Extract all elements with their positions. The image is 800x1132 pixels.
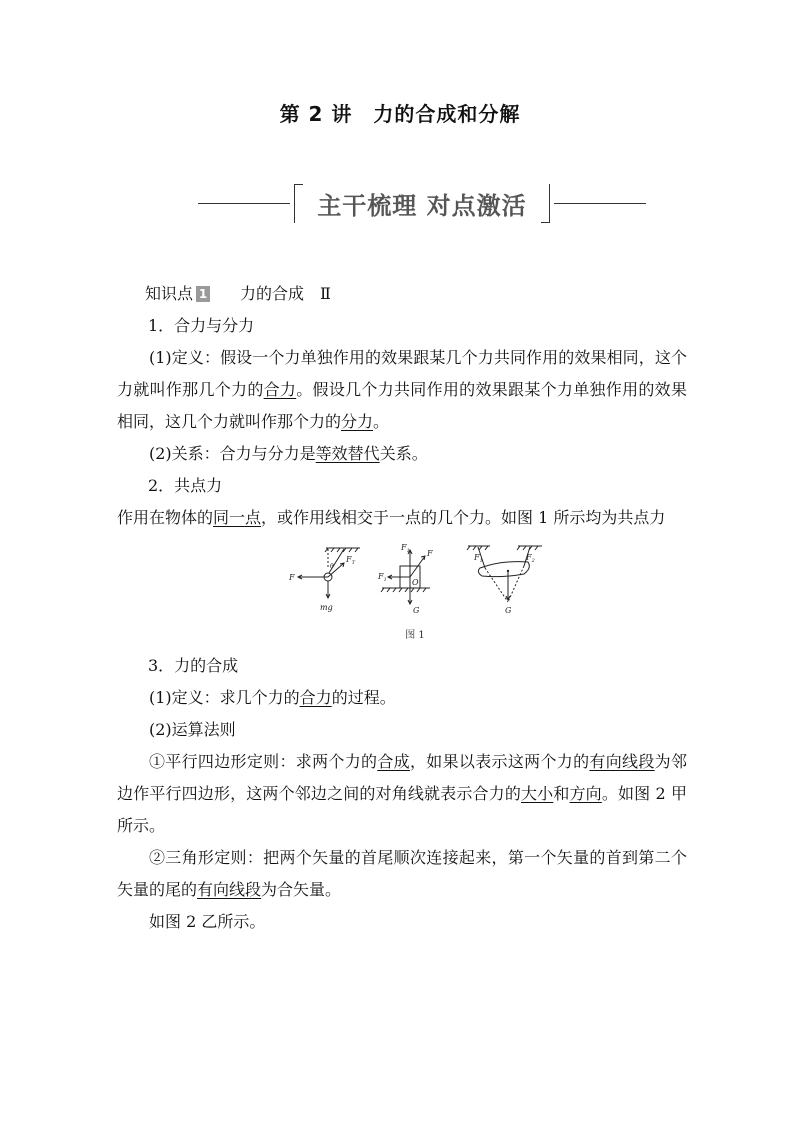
- text-run: 的过程。: [331, 688, 396, 707]
- label-G1: G: [413, 606, 420, 615]
- section-1-heading: 1．合力与分力: [148, 316, 255, 335]
- knowledge-point-heading: [145, 278, 715, 310]
- label-G2: G: [505, 606, 512, 615]
- banner-text: 主干梳理 对点激活: [317, 192, 527, 220]
- knowledge-point-number: 1: [196, 286, 210, 302]
- text-run: 为合矢量。: [261, 880, 342, 899]
- underlined-term: 同一点: [213, 508, 262, 527]
- underlined-term: 大小: [521, 784, 554, 803]
- underlined-term: 分力: [341, 412, 374, 431]
- section-1-definition: [117, 342, 687, 438]
- banner-bracket-right: [541, 184, 550, 223]
- text-run: 关系。: [379, 444, 428, 463]
- underlined-term: 合力: [263, 380, 297, 399]
- section-1-relation: [117, 438, 687, 470]
- text-run: 。假设几个力共同作用的效果跟某个力单独作用的效果相同，这几个力就叫作那个力的: [117, 380, 687, 431]
- section-3-heading: 3．力的合成: [148, 656, 239, 675]
- knowledge-point-label: 知识点: [145, 284, 194, 303]
- section-banner: [198, 182, 646, 226]
- text-run: 。: [373, 412, 390, 431]
- label-F-top: $F_1$: [401, 543, 410, 554]
- underlined-term: 等效替代: [315, 444, 380, 463]
- text-run: ，如果以表示这两个力的: [409, 752, 590, 771]
- label-O: O: [412, 578, 419, 587]
- text-run: 作用在物体的: [117, 508, 214, 527]
- figure-1: [280, 538, 550, 642]
- label-F-diag: F: [427, 549, 433, 558]
- section-2-text: [117, 502, 697, 534]
- text-run: ②三角形定则：把两个矢量的首尾顺次连接起来，第一个矢量的首到第二个矢量的尾的: [117, 848, 687, 899]
- text-run: (1)定义：假设一个力单独作用的效果跟某几个力共同作用的效果相同，这个力就叫作那几个力的: [117, 348, 687, 399]
- section-2-heading: 2．共点力: [148, 476, 223, 495]
- label-FT: $F_T$: [346, 555, 355, 566]
- underlined-term: 有向线段: [197, 880, 262, 899]
- label-mg: mg: [320, 603, 333, 612]
- knowledge-point-topic: 力的合成 Ⅱ: [240, 284, 331, 303]
- label-F1: $F_1$: [378, 572, 387, 583]
- text-run: 为邻边作平行四边形，这两个邻边之间的对角线就表示合力的: [117, 752, 687, 803]
- underlined-term: 方向: [569, 784, 602, 803]
- section-3-rule-heading: (2)运算法则: [149, 720, 236, 739]
- parallelogram-rule: [117, 746, 687, 842]
- text-run: (1)定义：求几个力的: [149, 688, 300, 707]
- text-run: 。如图 2 甲所示。: [117, 784, 687, 835]
- text-run: ，或作用线相交于一点的几个力。如图 1 所示均为共点力: [261, 508, 666, 527]
- triangle-rule: [117, 842, 687, 906]
- banner-rule-left: [198, 203, 290, 204]
- label-theta: θ: [330, 563, 334, 570]
- figure-1-caption: 图 1: [405, 630, 425, 641]
- label-Fb: $F_2$: [526, 553, 535, 564]
- lecture-title: 第 2 讲 力的合成和分解: [279, 102, 521, 126]
- label-F: F: [289, 573, 295, 582]
- text-run: 和: [553, 784, 570, 803]
- underlined-term: 有向线段: [589, 752, 655, 771]
- underlined-term: 合力: [299, 688, 332, 707]
- text-run: ①平行四边形定则：求两个力的: [149, 752, 378, 771]
- section-3-definition: [117, 682, 687, 714]
- text-run: (2)关系：合力与分力是: [149, 444, 316, 463]
- banner-rule-right: [554, 203, 646, 204]
- figure-2b-reference: 如图 2 乙所示。: [149, 912, 266, 931]
- banner-bracket-left: [294, 184, 303, 223]
- label-Fa: $F_1$: [474, 553, 483, 564]
- underlined-term: 合成: [377, 752, 410, 771]
- concurrent-forces-diagram: [280, 538, 550, 624]
